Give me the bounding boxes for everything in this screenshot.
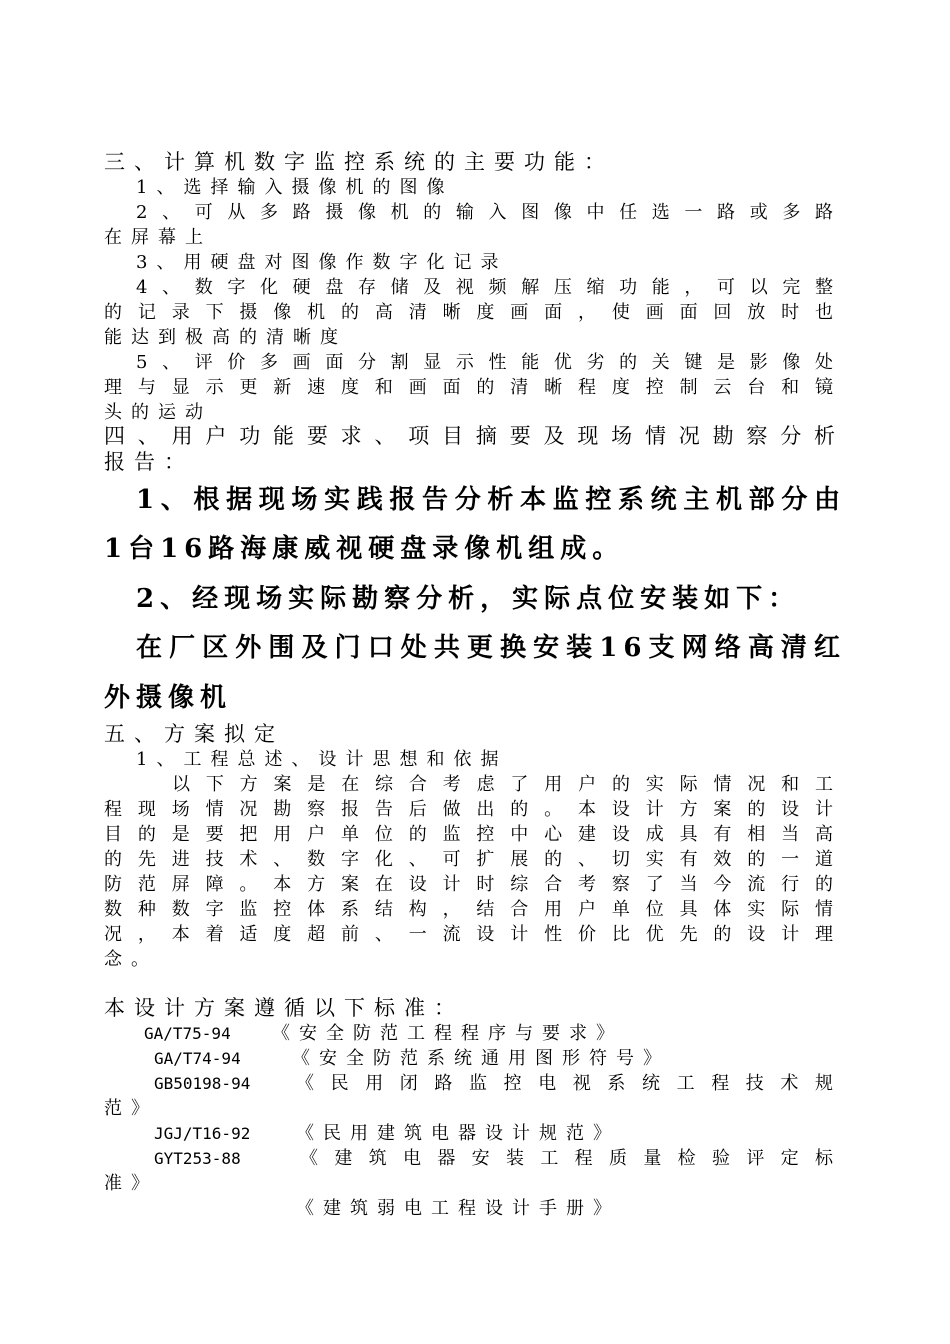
section5-sub1: 1、工程总述、设计思想和依据 [136,749,508,770]
section5-para-line4: 的先进技术、数字化、可扩展的、切实有效的一道 [104,849,842,870]
section3-item4-line2: 的记录下摄像机的高清晰度画面，使画面回放时也 [104,302,842,323]
standard-code-5: GYT253-88 [154,1149,241,1168]
standard-code-4: JGJ/T16-92 [154,1124,251,1143]
section5-para-line7: 况，本着适度超前、一流设计性价比优先的设计理 [104,924,842,945]
standard-name-4: 《民用建筑电器设计规范》 [296,1123,620,1144]
standard-cont-5: 准》 [104,1173,158,1194]
section5-para-line3: 目的是要把用户单位的监控中心建设成具有相当高 [104,824,842,845]
section5-para-line8: 念。 [104,949,158,970]
section3-item4-line3: 能达到极高的清晰度 [104,327,347,348]
section4-p3-line1: 在厂区外围及门口处共更换安装16支网络高清红 [136,633,846,663]
section4-p1-line2: 1台16路海康威视硬盘录像机组成。 [104,534,625,564]
section5-para-line5: 防范屏障。本方案在设计时综合考察了当今流行的 [104,874,842,895]
standards-title: 本设计方案遵循以下标准： [104,996,464,1020]
section3-title: 三、计算机数字监控系统的主要功能： [104,150,614,174]
standard-cont-3: 范》 [104,1098,158,1119]
standard-code-2: GA/T74-94 [154,1049,241,1068]
standard-name-5: 《建筑电器安装工程质量检验评定标 [300,1148,842,1169]
standard-name-3: 《民用闭路监控电视系统工程技术规 [296,1073,842,1094]
section5-title: 五、方案拟定 [104,722,284,746]
handbook-title: 《建筑弱电工程设计手册》 [296,1198,620,1219]
section5-para-line1: 以下方案是在综合考虑了用户的实际情况和工 [172,774,842,795]
section3-item5-line1: 5、评价多画面分割显示性能优劣的关键是影像处 [136,352,842,373]
section5-para-line6: 数种数字监控体系结构，结合用户单位具体实际情 [104,899,842,920]
section3-item5-line2: 理与显示更新速度和画面的清晰程度控制云台和镜 [104,377,842,398]
section3-item2-line1: 2、可从多路摄像机的输入图像中任选一路或多路 [136,202,842,223]
section3-item5-line3: 头的运动 [104,402,212,423]
standard-name-2: 《安全防范系统通用图形符号》 [292,1048,670,1069]
section4-p3-line2: 外摄像机 [104,683,233,713]
section3-item1: 1、选择输入摄像机的图像 [136,177,454,198]
section4-title-line2: 报告： [104,450,194,474]
section3-item4-line1: 4、数字化硬盘存储及视频解压缩功能，可以完整 [136,277,842,298]
section4-p1-line1: 1、根据现场实践报告分析本监控系统主机部分由 [136,485,846,515]
section4-title-line1: 四、用户功能要求、项目摘要及现场情况勘察分析 [104,424,844,448]
standard-name-1: 《安全防范工程程序与要求》 [272,1023,623,1044]
section5-para-line2: 程现场情况勘察报告后做出的。本设计方案的设计 [104,799,842,820]
standard-code-1: GA/T75-94 [144,1024,231,1043]
section3-item3: 3、用硬盘对图像作数字化记录 [136,252,508,273]
section3-item2-line2: 在屏幕上 [104,227,212,248]
section4-p2: 2、经现场实际勘察分析，实际点位安装如下： [136,584,801,614]
standard-code-3: GB50198-94 [154,1074,251,1093]
